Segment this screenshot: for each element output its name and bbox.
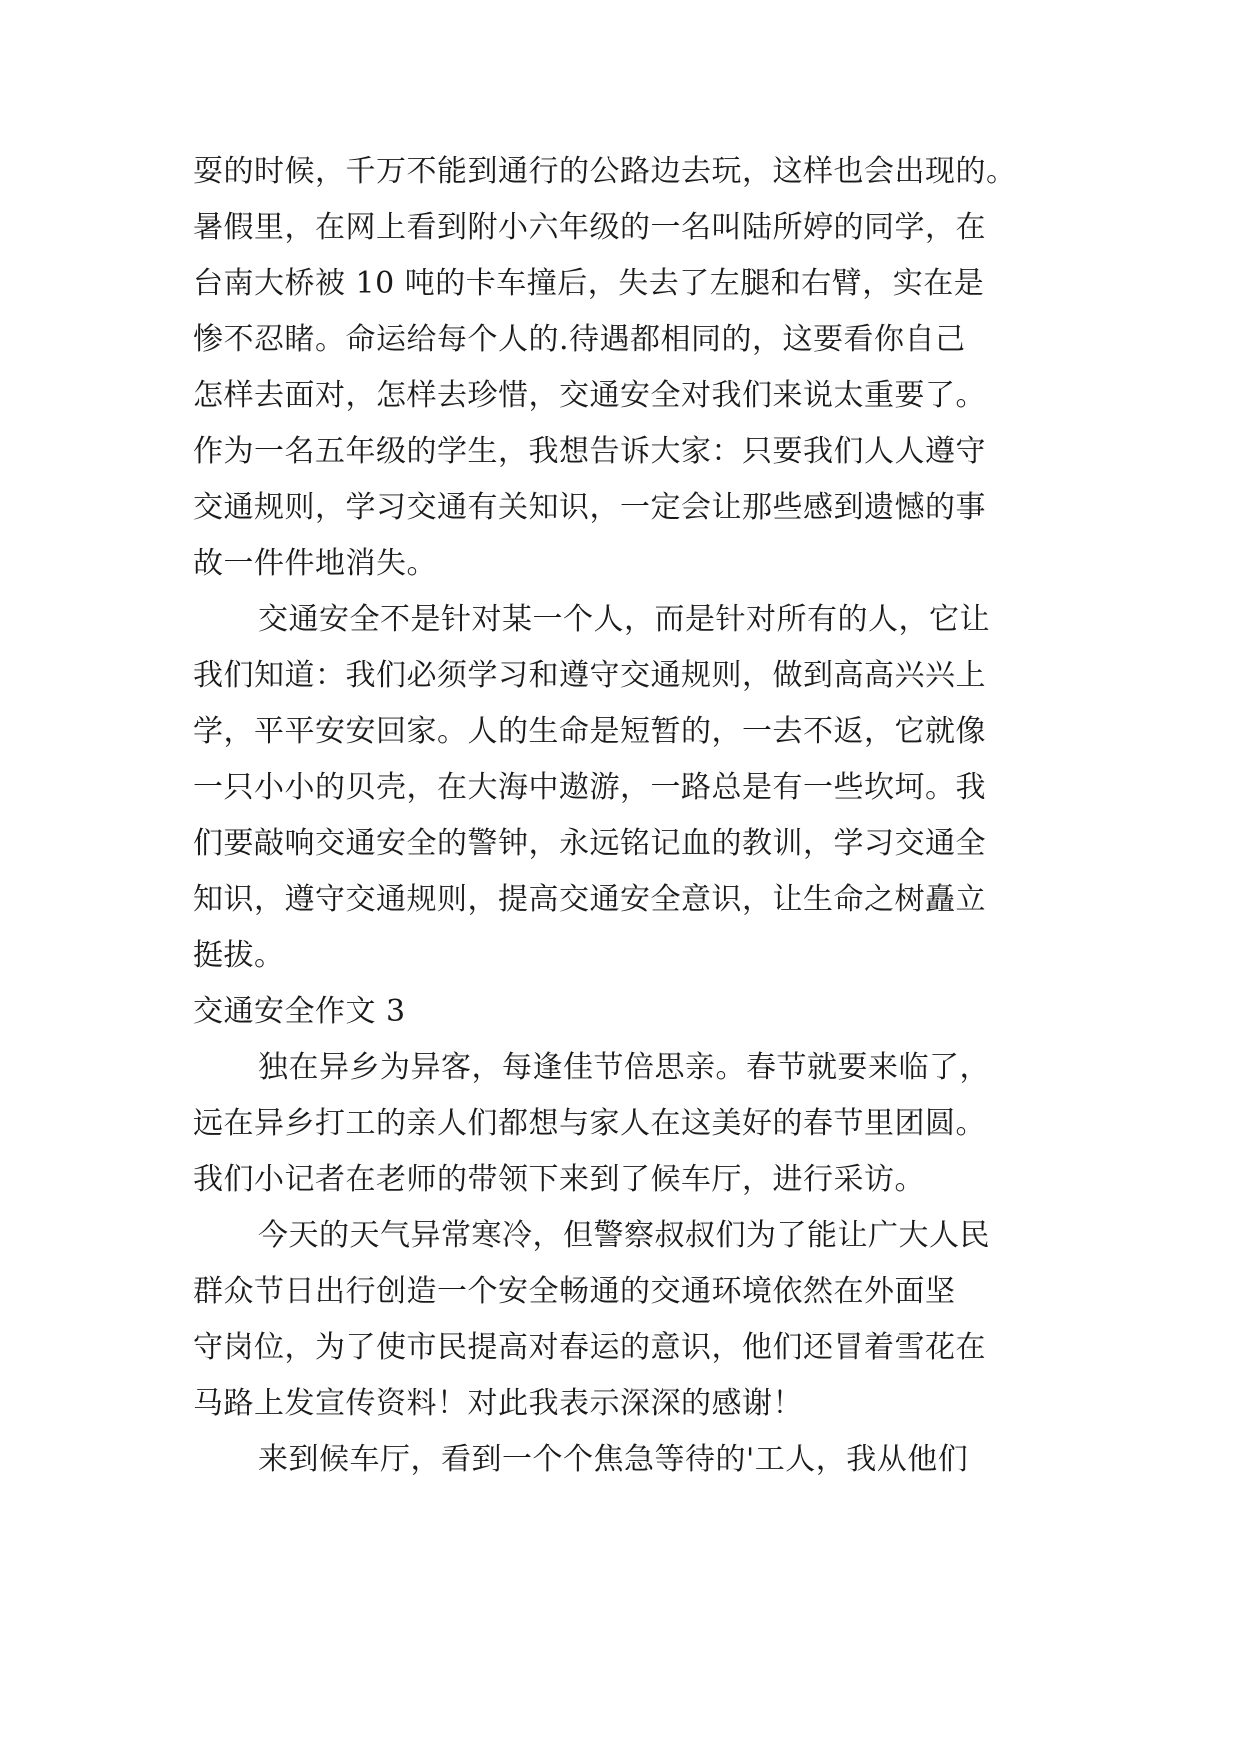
text-line: 故一件件地消失。 [193,546,437,581]
text-line: 暑假里，在网上看到附小六年级的一名叫陆所婷的同学，在 [193,210,986,245]
section-heading: 交通安全作文 3 [193,994,406,1029]
text-line: 们要敲响交通安全的警钟，永远铭记血的教训，学习交通全 [193,826,986,861]
text-line: 群众节日出行创造一个安全畅通的交通环境依然在外面坚 [193,1274,956,1309]
text-line: 挺拔。 [193,938,285,973]
text-line: 知识，遵守交通规则，提高交通安全意识，让生命之树矗立 [193,882,986,917]
text-line: 我们小记者在老师的带领下来到了候车厅，进行采访。 [193,1162,925,1197]
text-line: 作为一名五年级的学生，我想告诉大家：只要我们人人遵守 [193,434,986,469]
paragraph-first-line: 今天的天气异常寒冷，但警察叔叔们为了能让广大人民 [258,1218,990,1253]
text-line: 守岗位，为了使市民提高对春运的意识，他们还冒着雪花在 [193,1330,986,1365]
text-line: 学，平平安安回家。人的生命是短暂的，一去不返，它就像 [193,714,986,749]
paragraph-first-line: 独在异乡为异客，每逢佳节倍思亲。春节就要来临了， [258,1050,990,1085]
text-line: 交通规则，学习交通有关知识，一定会让那些感到遗憾的事 [193,490,986,525]
text-line: 耍的时候，千万不能到通行的公路边去玩，这样也会出现的。 [193,154,1017,189]
text-line: 马路上发宣传资料！对此我表示深深的感谢！ [193,1386,803,1421]
text-line: 我们知道：我们必须学习和遵守交通规则，做到高高兴兴上 [193,658,986,693]
paragraph-first-line: 来到候车厅，看到一个个焦急等待的'工人，我从他们 [258,1442,969,1477]
text-line: 一只小小的贝壳，在大海中遨游，一路总是有一些坎坷。我 [193,770,986,805]
text-line: 怎样去面对，怎样去珍惜，交通安全对我们来说太重要了。 [193,378,986,413]
text-line: 惨不忍睹。命运给每个人的.待遇都相同的，这要看你自己 [193,322,966,357]
paragraph-first-line: 交通安全不是针对某一个人，而是针对所有的人，它让 [258,602,990,637]
text-line: 远在异乡打工的亲人们都想与家人在这美好的春节里团圆。 [193,1106,986,1141]
text-line: 台南大桥被 10 吨的卡车撞后，失去了左腿和右臂，实在是 [193,266,985,301]
